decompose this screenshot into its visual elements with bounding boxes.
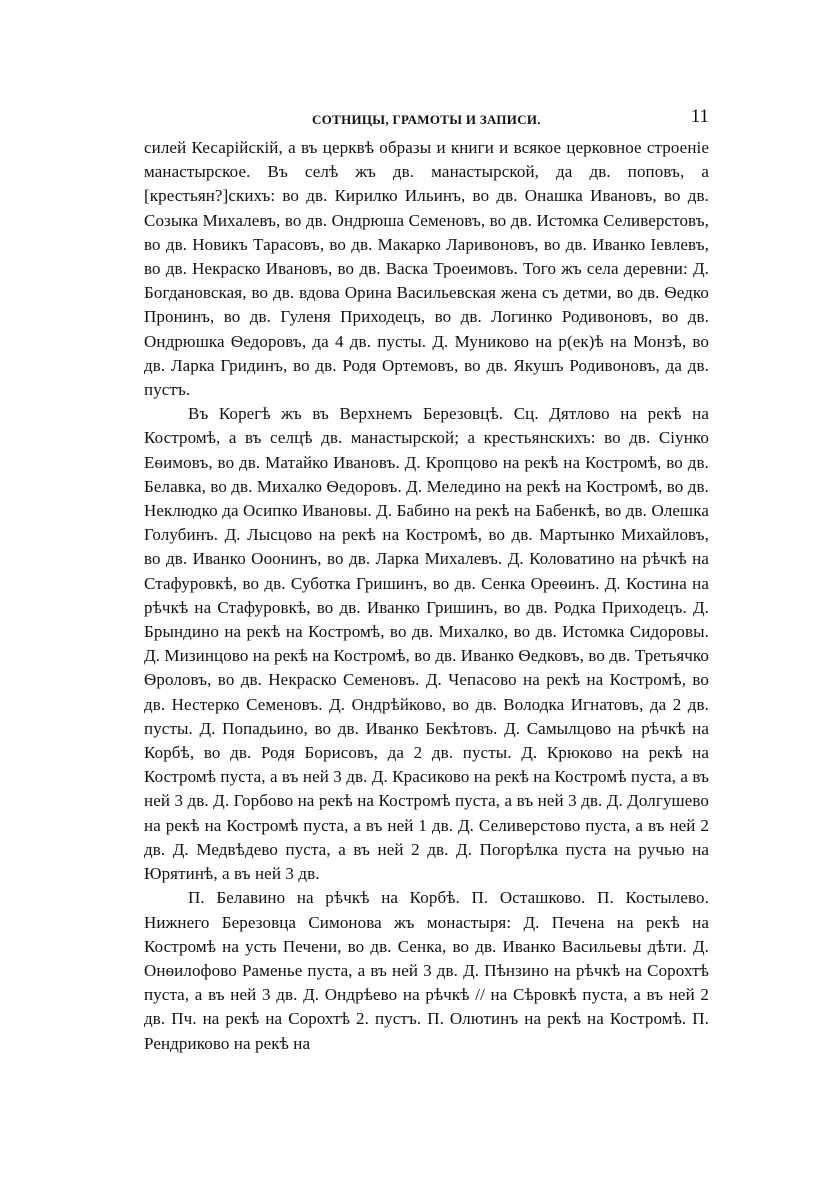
paragraph-2: Въ Корегѣ жъ въ Верхнемъ Березовцѣ. Сц. Дятлово на рекѣ на Костромѣ, а въ селцѣ дв. манастырской; а крестьянскихъ: во дв. Сіунко Еѳимовъ, во дв. Матайко Ивановъ. Д. Кропцово на рекѣ на Костромѣ, во дв. Белавка, во дв. Михалко Ѳедоровъ. Д. Меледино на рекѣ на Костромѣ, во дв. Неклюдко да Осипко Ивановы. Д. Бабино на рекѣ на Бабенкѣ, во дв. Олешка Голубинъ. Д. Лысцово на рекѣ на Костромѣ, во дв. Мартынко Михайловъ, во дв. Иванко Ооонинъ, во дв. Ларка Михалевъ. Д. Коловатино на рѣчкѣ на Стафуровкѣ, во дв. Суботка Гришинъ, во дв. Сенка Ореѳинъ. Д. Костина на рѣчкѣ на Стафуровкѣ, во дв. Иванко Гришинъ, во дв. Родка Приходецъ. Д. Брындино на рекѣ на Костромѣ, во дв. Михалко, во дв. Истомка Сидоровы. Д. Мизинцово на рекѣ на Костромѣ, во дв. Иванко Ѳедковъ, во дв. Третьячко Ѳроловъ, во дв. Некраско Семеновъ. Д. Чепасово на рекѣ на Костромѣ, во дв. Нестерко Семеновъ. Д. Ондрѣйково, во дв. Володка Игнатовъ, да 2 дв. пусты. Д. Попадьино, во дв. Иванко Бекѣтовъ. Д. Самылцово на рѣчкѣ на Корбѣ, во дв. Родя Борисовъ, да 2 дв. пусты. Д. Крюково на рекѣ на Костромѣ пуста, а въ ней 3 дв. Д. Красиково на рекѣ на Костромѣ пуста, а въ ней 3 дв. Д. Горбово на рекѣ на Костромѣ пуста, а въ ней 3 дв. Д. Долгушево на рекѣ на Костромѣ пуста, а въ ней 1 дв. Д. Селиверстово пуста, а въ ней 2 дв. Д. Медвѣдево пуста, а въ ней 2 дв. Д. Погорѣлка пуста на ручью на Юрятинѣ, а въ ней 3 дв.: [144, 404, 709, 884]
body-text: [144, 136, 709, 1056]
running-title: СОТНИЦЫ, ГРАМОТЫ И ЗАПИСИ.: [312, 112, 541, 127]
page-header: [144, 100, 709, 136]
page-number: 11: [690, 106, 709, 127]
paragraph-1: силей Кесарійскій, а въ церквѣ образы и книги и всякое церковное строеніе манастырское. Въ селѣ жъ дв. манастырской, да дв. поповъ, а [крестьян?]скихъ: во дв. Кирилко Ильинъ, во дв. Онашка Ивановъ, во дв. Созыка Михалевъ, во дв. Ондрюша Семеновъ, во дв. Истомка Селиверстовъ, во дв. Новикъ Тарасовъ, во дв. Макарко Ларивоновъ, во дв. Иванко Іевлевъ, во дв. Некраско Ивановъ, во дв. Васка Троеимовъ. Того жъ села деревни: Д. Богдановская, во дв. вдова Орина Васильевская жена съ детми, во дв. Ѳедко Пронинъ, во дв. Гуленя Приходецъ, во дв. Логинко Родивоновъ, во дв. Ондрюшка Ѳедоровъ, да 4 дв. пусты. Д. Муниково на р(ек)ѣ на Монзѣ, во дв. Ларка Гридинъ, во дв. Родя Ортемовъ, во дв. Якушъ Родивоновъ, да дв. пустъ.: [144, 138, 709, 400]
paragraph-3: П. Белавино на рѣчкѣ на Корбѣ. П. Осташково. П. Костылево. Нижнего Березовца Симонова жъ монастыря: Д. Печена на рекѣ на Костромѣ на усть Печени, во дв. Сенка, во дв. Иванко Васильевы дѣти. Д. Онѳилофово Раменье пуста, а въ ней 3 дв. Д. Пѣнзино на рѣчкѣ на Сорохтѣ пуста, а въ ней 3 дв. Д. Ондрѣево на рѣчкѣ // на Сѣровкѣ пуста, а въ ней 2 дв. Пч. на рекѣ на Сорохтѣ 2. пустъ. П. Олютинъ на рекѣ на Костромѣ. П. Рендриково на рекѣ на: [144, 888, 709, 1053]
document-page: [144, 100, 709, 1056]
